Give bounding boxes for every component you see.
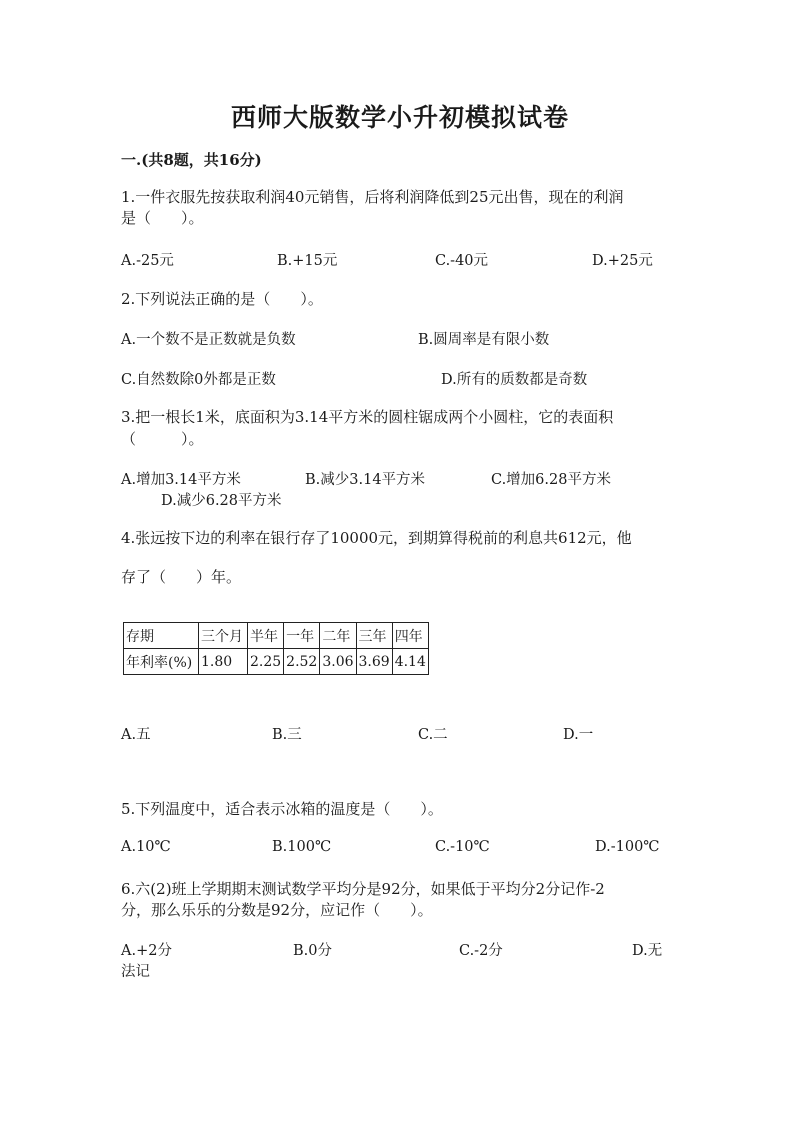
question-1-option-b: B.+15元 [277, 253, 338, 269]
question-5-option-c: C.-10℃ [435, 839, 490, 855]
table-cell: 1.80 [199, 649, 248, 675]
question-6-option-d-continued: 法记 [121, 964, 150, 980]
question-1-option-d: D.+25元 [592, 253, 653, 269]
question-1-option-c: C.-40元 [435, 253, 489, 269]
question-5-option-b: B.100℃ [272, 839, 332, 855]
table-cell: 年利率(%) [124, 649, 199, 675]
question-5-option-a: A.10℃ [121, 839, 171, 855]
question-3-option-b: B.减少3.14平方米 [305, 472, 426, 488]
table-cell: 2.25 [248, 649, 284, 675]
table-cell: 存期 [124, 623, 199, 649]
question-2-stem: 2.下列说法正确的是（ ）。 [121, 290, 323, 308]
table-cell: 3.69 [356, 649, 392, 675]
question-2-option-d: D.所有的质数都是奇数 [441, 372, 588, 388]
question-6-option-b: B.0分 [293, 943, 332, 959]
table-cell: 二年 [320, 623, 356, 649]
table-cell: 三个月 [199, 623, 248, 649]
table-cell: 三年 [356, 623, 392, 649]
table-cell: 四年 [392, 623, 428, 649]
question-5-stem: 5.下列温度中，适合表示冰箱的温度是（ ）。 [121, 800, 443, 818]
question-3-stem-line-2: （ ）。 [121, 430, 204, 448]
question-2-option-c: C.自然数除0外都是正数 [121, 372, 276, 388]
table-header-row [124, 623, 429, 649]
section-heading: 一.(共8题，共16分) [121, 151, 262, 169]
question-6-option-a: A.+2分 [121, 943, 172, 959]
table-cell: 一年 [284, 623, 320, 649]
question-1-stem-line-2: 是（ ）。 [121, 209, 204, 227]
question-5-option-d: D.-100℃ [595, 839, 660, 855]
table-cell: 2.52 [284, 649, 320, 675]
question-3-stem-line-1: 3.把一根长1米，底面积为3.14平方米的圆柱锯成两个小圆柱，它的表面积 [121, 408, 614, 426]
question-1-stem-line-1: 1.一件衣服先按获取利润40元销售，后将利润降低到25元出售，现在的利润 [121, 188, 624, 206]
table-cell: 4.14 [392, 649, 428, 675]
question-4-stem-line-1: 4.张远按下边的利率在银行存了10000元，到期算得税前的利息共612元，他 [121, 529, 632, 547]
question-4-option-b: B.三 [272, 727, 302, 743]
question-1-option-a: A.-25元 [121, 253, 174, 269]
table-cell: 3.06 [320, 649, 356, 675]
question-6-option-d: D.无 [632, 943, 663, 959]
question-6-stem-line-2: 分，那么乐乐的分数是92分，应记作（ ）。 [121, 901, 433, 919]
table-row [124, 649, 429, 675]
question-3-option-a: A.增加3.14平方米 [121, 472, 241, 488]
question-4-option-a: A.五 [121, 727, 151, 743]
question-3-option-d: D.减少6.28平方米 [161, 493, 282, 509]
question-6-option-c: C.-2分 [459, 943, 503, 959]
table-cell: 半年 [248, 623, 284, 649]
question-4-option-d: D.一 [563, 727, 594, 743]
interest-rate-table [123, 622, 429, 675]
question-3-option-c: C.增加6.28平方米 [491, 472, 611, 488]
question-4-option-c: C.二 [418, 727, 448, 743]
question-4-stem-line-2: 存了（ ）年。 [121, 568, 242, 586]
question-2-option-b: B.圆周率是有限小数 [418, 332, 550, 348]
page-title: 西师大版数学小升初模拟试卷 [230, 103, 569, 132]
question-2-option-a: A.一个数不是正数就是负数 [121, 332, 296, 348]
question-6-stem-line-1: 6.六(2)班上学期期末测试数学平均分是92分，如果低于平均分2分记作-2 [121, 880, 605, 898]
